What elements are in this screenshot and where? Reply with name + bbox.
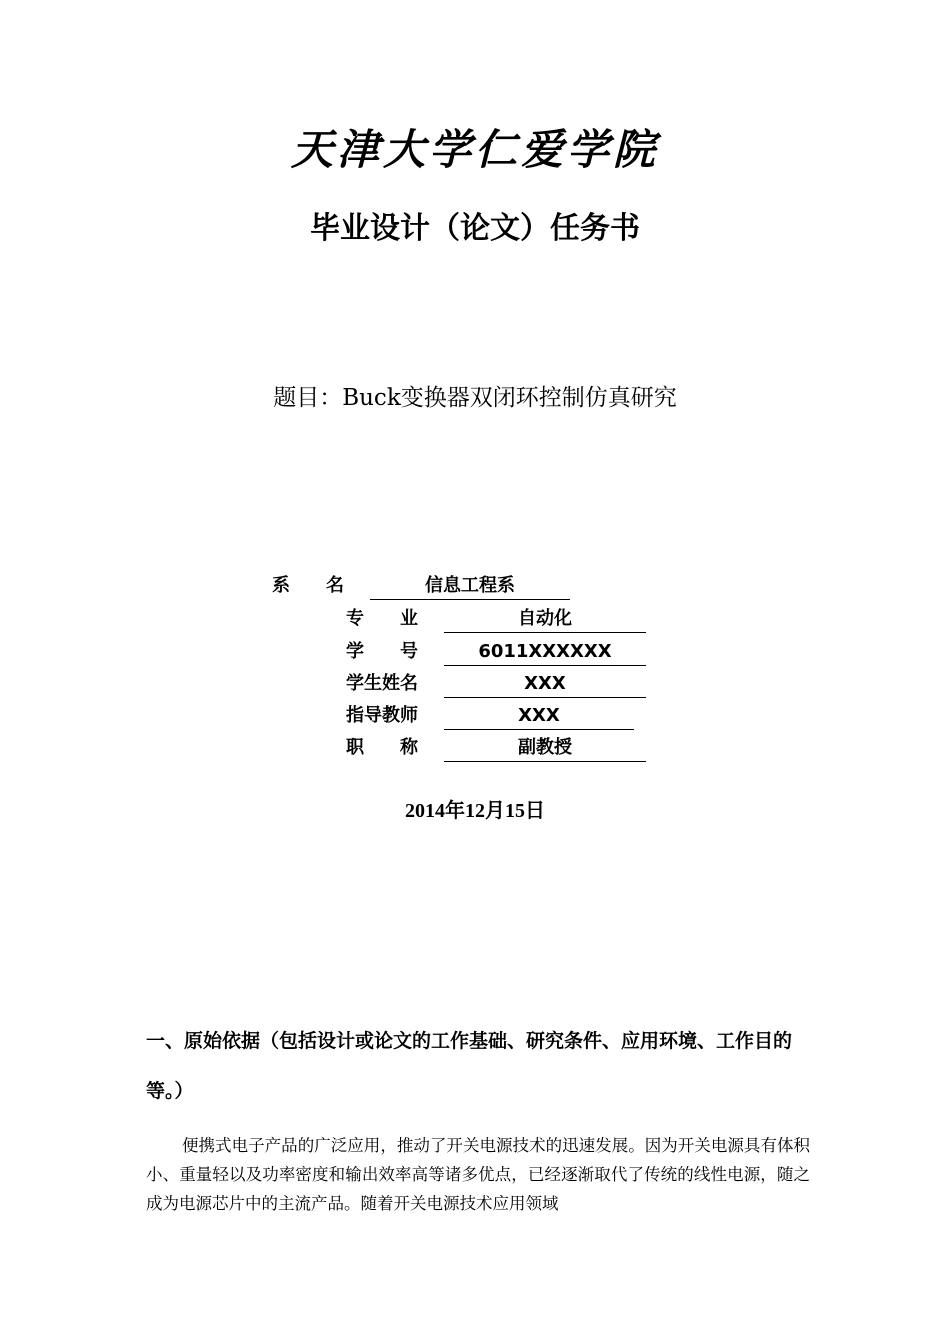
info-label: 系 名 (272, 575, 344, 596)
thesis-subject: 题目：Buck变换器双闭环控制仿真研究 (273, 385, 677, 411)
issue-date: 2014年12月15日 (405, 800, 545, 822)
info-row-title (0, 733, 950, 763)
info-value: 6011XXXXXX (444, 637, 646, 666)
section-heading: 一、原始依据（包括设计或论文的工作基础、研究条件、应用环境、工作目的等。） (146, 1030, 793, 1102)
info-row-advisor (0, 701, 950, 731)
info-label: 学生姓名 (346, 673, 418, 694)
info-value: XXX (444, 701, 634, 730)
info-value: XXX (444, 669, 646, 698)
info-row-major (0, 604, 950, 634)
info-row-department (0, 571, 950, 601)
info-value: 自动化 (444, 604, 646, 633)
info-label: 职 称 (346, 737, 418, 758)
info-value: 信息工程系 (370, 571, 570, 600)
document-title: 毕业设计（论文）任务书 (310, 211, 640, 246)
info-row-student-name (0, 669, 950, 699)
university-logo: 天津大学仁爱学院 (290, 125, 659, 174)
info-value: 副教授 (444, 733, 646, 762)
info-row-student-id (0, 637, 950, 667)
info-label: 专 业 (346, 608, 418, 629)
info-label: 指导教师 (346, 705, 418, 726)
info-label: 学 号 (346, 641, 418, 662)
body-paragraph: 便携式电子产品的广泛应用，推动了开关电源技术的迅速发展。因为开关电源具有体积小、重量轻以及功率密度和输出效率高等诸多优点，已经逐渐取代了传统的线性电源，随之成为电源芯片中的主流产品。随着开关电源技术应用领域 (146, 1136, 810, 1213)
